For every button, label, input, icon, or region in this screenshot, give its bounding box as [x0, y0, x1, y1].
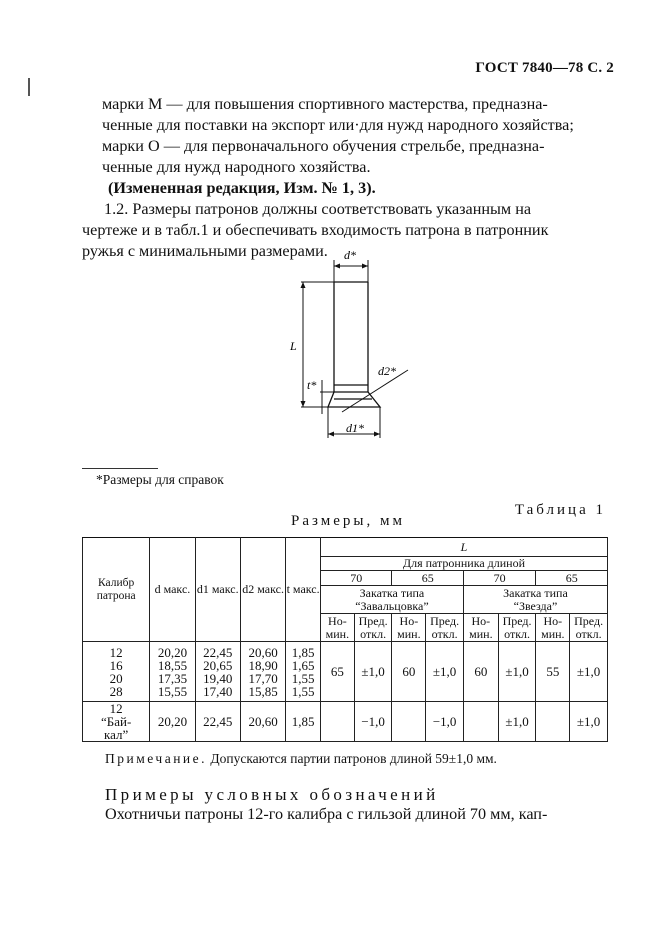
- margin-mark: [28, 78, 30, 96]
- text-line: ченные для нужд народного хозяйства.: [102, 158, 371, 176]
- cell-d: 18,55: [157, 657, 188, 673]
- cell-caliber: 12 “Бай-кал”: [83, 702, 150, 742]
- header-d: d макс.: [150, 538, 195, 642]
- cell-d2: 20,60: [248, 644, 278, 660]
- header-deviation: Пред. откл.: [498, 614, 536, 642]
- header-nominal: Но-мин.: [536, 614, 570, 642]
- cell-d1: 17,40: [203, 683, 233, 699]
- header-L: L: [320, 538, 607, 557]
- cell-deviation: ±1,0: [354, 642, 392, 702]
- cell-deviation: −1,0: [426, 702, 464, 742]
- cell-d: 17,35: [157, 670, 188, 686]
- revision-note: (Измененная редакция, Изм. № 1, 3).: [108, 179, 376, 197]
- header-len: 70: [320, 571, 392, 586]
- cell-nominal: 55: [536, 642, 570, 702]
- cell-t: 1,85: [291, 644, 315, 660]
- header-d1: d1 макс.: [195, 538, 240, 642]
- cell-nominal: 60: [463, 642, 498, 702]
- cell-d1: 20,65: [203, 657, 233, 673]
- text-line: ченные для поставки на экспорт или·для нужд народного хозяйства;: [102, 116, 574, 134]
- text-line: ружья с минимальными размерами.: [82, 242, 328, 260]
- note-label: Примечание.: [105, 751, 208, 766]
- cell-deviation: −1,0: [354, 702, 392, 742]
- cell-t: 1,55: [291, 683, 315, 699]
- examples-heading: Примеры условных обозначений: [105, 785, 439, 804]
- header-chamber: Для патронника длиной: [320, 557, 607, 571]
- header-nominal: Но-мин.: [392, 614, 426, 642]
- cell-t: 1,55: [291, 670, 315, 686]
- header-crimp: Закатка типа “Завальцовка”: [320, 586, 463, 614]
- header-t: t макс.: [286, 538, 321, 642]
- cell-t: 1,85: [286, 702, 321, 742]
- label-d1: d1*: [346, 421, 364, 435]
- text-line: марки О — для первоначального обучения стрельбе, предназна-: [102, 137, 545, 155]
- cell-nominal: [320, 702, 354, 742]
- body-paragraphs: [82, 94, 607, 262]
- cell-deviation: ±1,0: [498, 642, 536, 702]
- cartridge-drawing: [280, 242, 420, 447]
- header-len: 65: [392, 571, 464, 586]
- header-d2: d2 макс.: [240, 538, 285, 642]
- cell-caliber: 28: [109, 683, 123, 699]
- cell-d: 20,20: [150, 702, 195, 742]
- cell-nominal: [463, 702, 498, 742]
- label-d: d*: [344, 248, 356, 262]
- cell-d1: 22,45: [203, 644, 233, 660]
- table-caption: Размеры, мм: [291, 513, 405, 529]
- header-len: 65: [536, 571, 608, 586]
- text-line: 1.2. Размеры патронов должны соответствовать указанным на: [104, 200, 532, 218]
- header-deviation: Пред. откл.: [426, 614, 464, 642]
- header-deviation: Пред. откл.: [354, 614, 392, 642]
- header-nominal: Но-мин.: [320, 614, 354, 642]
- cell-nominal: [392, 702, 426, 742]
- header-caliber: Калибр патрона: [83, 538, 150, 642]
- cell-nominal: 60: [392, 642, 426, 702]
- label-d2: d2*: [378, 364, 396, 378]
- cell-t: 1,65: [291, 657, 315, 673]
- cell-caliber: 16: [109, 657, 123, 673]
- cell-d: 15,55: [157, 683, 188, 699]
- cell-d2: 17,70: [248, 670, 278, 686]
- cell-deviation: ±1,0: [426, 642, 464, 702]
- note-text: Допускаются партии патронов длиной 59±1,0 мм.: [210, 751, 497, 766]
- footnote: *Размеры для справок: [96, 472, 224, 487]
- label-t: t*: [307, 378, 317, 392]
- cell-deviation: ±1,0: [498, 702, 536, 742]
- cell-deviation: ±1,0: [570, 702, 608, 742]
- table-note: [105, 751, 497, 767]
- page-header: ГОСТ 7840—78 С. 2: [475, 60, 614, 76]
- dimensions-table: [82, 537, 608, 742]
- header-crimp: Закатка типа “Звезда”: [463, 586, 607, 614]
- text-line: чертеже и в табл.1 и обеспечивать входимость патрона в патронник: [82, 221, 549, 239]
- cell-d1: 19,40: [203, 670, 233, 686]
- cell-d2: 18,90: [248, 657, 278, 673]
- cell-nominal: 65: [320, 642, 354, 702]
- table-number: Таблица 1: [514, 502, 606, 518]
- label-L: L: [290, 339, 297, 353]
- footnote-divider: [82, 468, 158, 469]
- cell-d: 20,20: [157, 644, 188, 660]
- header-nominal: Но-мин.: [463, 614, 498, 642]
- header-deviation: Пред. откл.: [570, 614, 608, 642]
- header-len: 70: [463, 571, 535, 586]
- cell-d2: 15,85: [248, 683, 278, 699]
- cell-caliber: 20: [109, 670, 123, 686]
- cell-d1: 22,45: [195, 702, 240, 742]
- cell-d2: 20,60: [240, 702, 285, 742]
- cell-deviation: ±1,0: [570, 642, 608, 702]
- cell-nominal: [536, 702, 570, 742]
- cell-caliber: 12: [109, 644, 123, 660]
- examples-text: Охотничьи патроны 12-го калибра с гильзой длиной 70 мм, кап-: [105, 805, 548, 823]
- text-line: марки М — для повышения спортивного мастерства, предназна-: [102, 95, 548, 113]
